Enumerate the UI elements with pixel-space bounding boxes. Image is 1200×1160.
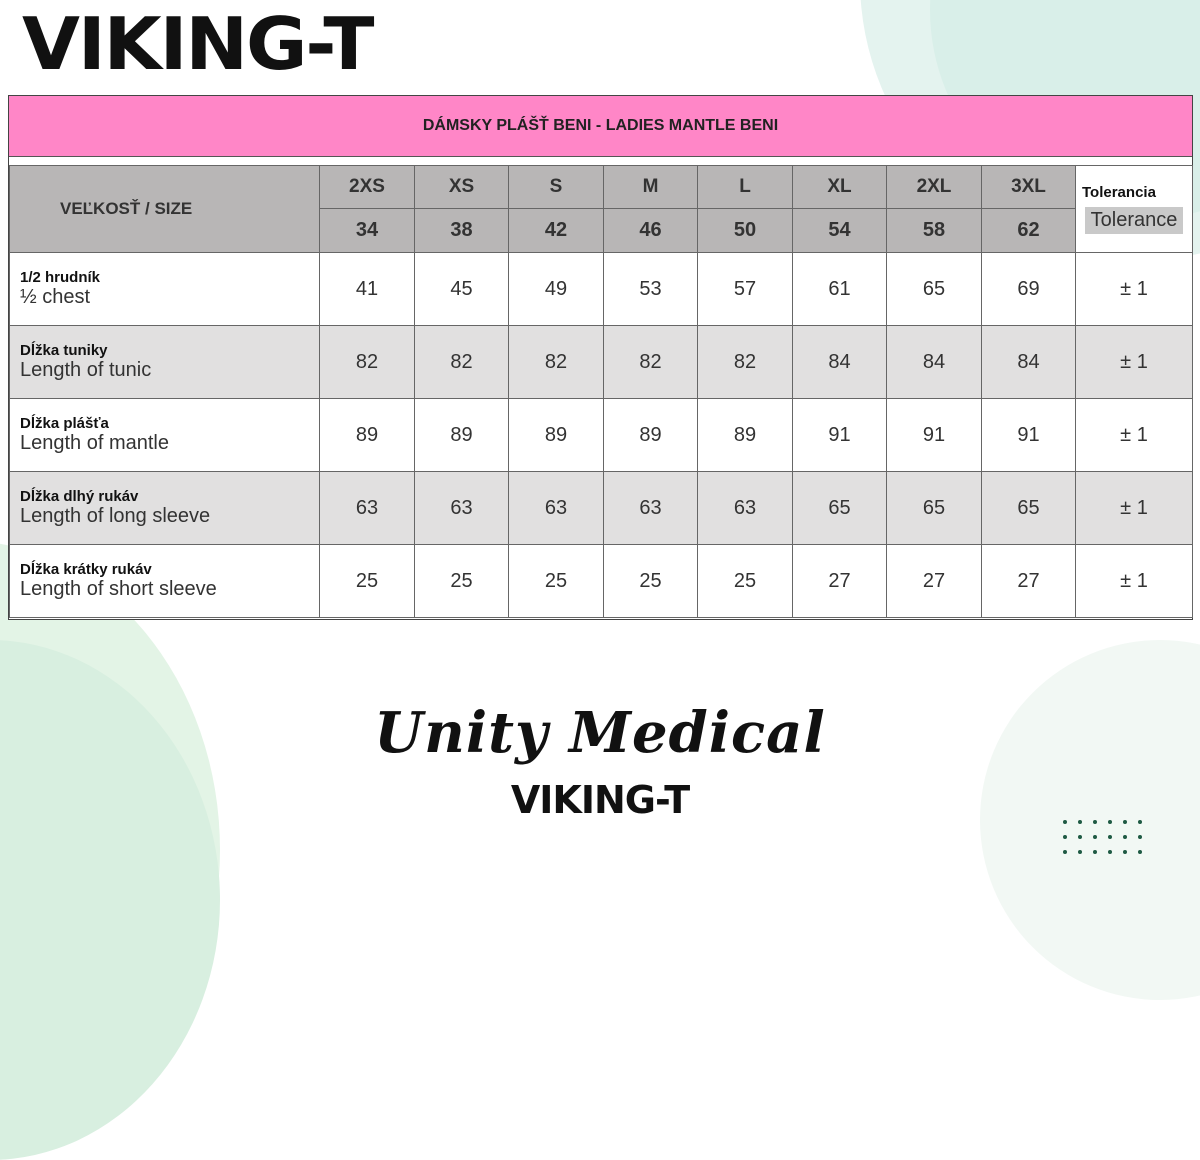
measurement-cell: 63: [509, 472, 604, 545]
decor-dot: [1138, 835, 1142, 839]
size-code: M: [604, 166, 698, 209]
measurement-cell: 89: [698, 399, 793, 472]
decor-dot: [1138, 850, 1142, 854]
decor-dot: [1078, 850, 1082, 854]
measurement-cell: 89: [604, 399, 698, 472]
decor-dot: [1078, 820, 1082, 824]
measurement-cell: 63: [604, 472, 698, 545]
brand-script-name: Unity Medical: [374, 700, 826, 766]
decor-dot: [1123, 820, 1127, 824]
decor-dot: [1108, 850, 1112, 854]
size-code: S: [509, 166, 604, 209]
decor-dot-grid: [1063, 820, 1153, 864]
row-label: [10, 253, 320, 326]
measurement-cell: 65: [887, 472, 982, 545]
size-code: XL: [793, 166, 887, 209]
decor-dot: [1063, 850, 1067, 854]
measurement-cell: 89: [415, 399, 509, 472]
row-label: [10, 326, 320, 399]
measurement-cell: 91: [793, 399, 887, 472]
measurement-cell: 49: [509, 253, 604, 326]
measurement-cell: 63: [415, 472, 509, 545]
size-number: 58: [887, 209, 982, 253]
measurement-cell: 25: [604, 545, 698, 618]
table-row: [10, 472, 1193, 545]
measurement-cell: 27: [793, 545, 887, 618]
measurement-cell: 91: [982, 399, 1076, 472]
measurement-cell: 63: [698, 472, 793, 545]
table-row: [10, 399, 1193, 472]
measurement-cell: 82: [604, 326, 698, 399]
decor-dot: [1123, 850, 1127, 854]
tolerance-cell: ± 1: [1076, 399, 1193, 472]
row-label-en: Length of tunic: [20, 359, 152, 381]
row-label-sk: Dĺžka plášťa: [20, 415, 109, 432]
decor-dot: [1093, 835, 1097, 839]
measurement-cell: 65: [982, 472, 1076, 545]
size-number: 34: [320, 209, 415, 253]
measurement-cell: 53: [604, 253, 698, 326]
measurement-cell: 82: [320, 326, 415, 399]
measurement-cell: 89: [320, 399, 415, 472]
size-number: 50: [698, 209, 793, 253]
measurement-cell: 84: [793, 326, 887, 399]
row-label-sk: Dĺžka tuniky: [20, 342, 108, 359]
measurement-cell: 82: [509, 326, 604, 399]
decor-dot: [1093, 850, 1097, 854]
measurement-cell: 82: [698, 326, 793, 399]
measurement-cell: 69: [982, 253, 1076, 326]
decor-dot: [1123, 835, 1127, 839]
row-label-en: Length of mantle: [20, 432, 169, 454]
size-number: 46: [604, 209, 698, 253]
size-code: L: [698, 166, 793, 209]
size-table: [9, 165, 1193, 618]
measurement-cell: 27: [887, 545, 982, 618]
size-code: 3XL: [982, 166, 1076, 209]
size-number: 62: [982, 209, 1076, 253]
measurement-cell: 84: [887, 326, 982, 399]
row-label: [10, 399, 320, 472]
measurement-cell: 25: [320, 545, 415, 618]
brand-logo-top: VIKING-T: [22, 2, 373, 86]
measurement-cell: 84: [982, 326, 1076, 399]
tolerance-label-sk: Tolerancia: [1082, 184, 1156, 201]
size-number: 54: [793, 209, 887, 253]
decor-dot: [1063, 835, 1067, 839]
measurement-cell: 61: [793, 253, 887, 326]
size-number: 42: [509, 209, 604, 253]
decor-dot: [1108, 835, 1112, 839]
row-label: [10, 545, 320, 618]
row-label-en: Length of short sleeve: [20, 578, 217, 600]
measurement-cell: 65: [887, 253, 982, 326]
row-label-sk: Dĺžka dlhý rukáv: [20, 488, 139, 505]
measurement-cell: 89: [509, 399, 604, 472]
decor-dot: [1108, 820, 1112, 824]
size-code: 2XL: [887, 166, 982, 209]
size-code: XS: [415, 166, 509, 209]
decor-dot: [1093, 820, 1097, 824]
tolerance-label-en: Tolerance: [1085, 207, 1184, 234]
tolerance-cell: ± 1: [1076, 545, 1193, 618]
measurement-cell: 27: [982, 545, 1076, 618]
measurement-cell: 25: [698, 545, 793, 618]
size-code: 2XS: [320, 166, 415, 209]
measurement-cell: 57: [698, 253, 793, 326]
tolerance-cell: ± 1: [1076, 472, 1193, 545]
decor-dot: [1078, 835, 1082, 839]
measurement-cell: 45: [415, 253, 509, 326]
row-label-en: ½ chest: [20, 286, 91, 308]
measurement-cell: 25: [415, 545, 509, 618]
row-label-sk: Dĺžka krátky rukáv: [20, 561, 152, 578]
size-number: 38: [415, 209, 509, 253]
tolerance-header: [1076, 166, 1193, 253]
decor-dot: [1063, 820, 1067, 824]
decor-dot: [1138, 820, 1142, 824]
tolerance-cell: ± 1: [1076, 326, 1193, 399]
size-label: VEĽKOSŤ / SIZE: [10, 166, 320, 253]
measurement-cell: 65: [793, 472, 887, 545]
measurement-cell: 41: [320, 253, 415, 326]
size-chart: [8, 95, 1193, 620]
row-label-sk: 1/2 hrudník: [20, 269, 101, 286]
size-chart-title: DÁMSKY PLÁŠŤ BENI - LADIES MANTLE BENI: [9, 96, 1192, 157]
measurement-cell: 63: [320, 472, 415, 545]
measurement-cell: 25: [509, 545, 604, 618]
header-row-codes: [10, 166, 1193, 209]
table-row: [10, 253, 1193, 326]
table-row: [10, 545, 1193, 618]
row-label-en: Length of long sleeve: [20, 505, 211, 527]
tolerance-cell: ± 1: [1076, 253, 1193, 326]
row-label: [10, 472, 320, 545]
table-row: [10, 326, 1193, 399]
measurement-cell: 91: [887, 399, 982, 472]
measurement-cell: 82: [415, 326, 509, 399]
brand-logo-bottom: VIKING-T: [510, 778, 690, 822]
